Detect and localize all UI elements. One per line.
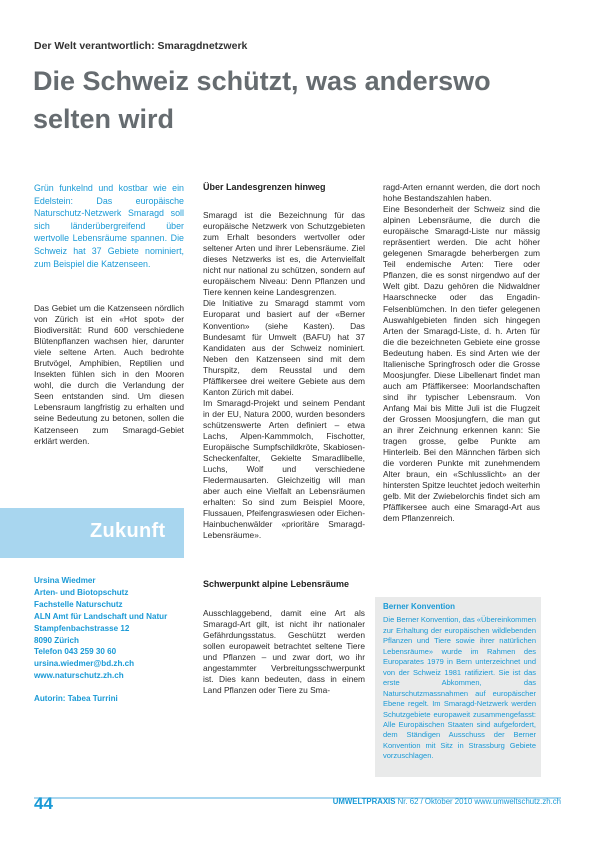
contact-phone: Telefon 043 259 30 60: [34, 647, 117, 657]
author-credit: Autorin: Tabea Turrini: [34, 694, 118, 704]
contact-website-link[interactable]: www.naturschutz.zh.ch: [34, 671, 124, 681]
contact-unit: Fachstelle Naturschutz: [34, 599, 123, 609]
contact-block: [34, 575, 184, 705]
article-lead: Grün funkelnd und kostbar wie ein Edelstein: Das europäische Naturschutz-Netzwerk Smaragd soll sich länderübergreifend über wertvolle Lebensräume spannen. Die Schweiz hat 37 Gebiete nominiert, zum Beispiel die Katzenseen.: [34, 183, 184, 269]
contact-street: Stampfenbachstrasse 12: [34, 623, 130, 633]
paragraph: Die Initiative zu Smaragd stammt vom Europarat und basiert auf der «Berner Konvention» (siehe Kasten). Das Bundesamt für Umwelt (BAFU) hat 37 Kandidaten aus der Schweiz nominiert. Neben den Katzenseen sind mit dem Thurspitz, dem Reusstal und dem Pfäffikersee drei weitere Gebiete aus dem Kanton Zürich mit dabei.: [203, 298, 365, 397]
column-1-text: [34, 303, 184, 447]
column-2-text: [203, 182, 365, 696]
contact-name: Ursina Wiedmer: [34, 576, 96, 585]
paragraph: ragd-Arten ernannt werden, die dort noch hohe Bestandszahlen haben.: [383, 182, 540, 204]
footer-magazine: UMWELTPRAXIS: [332, 797, 396, 806]
page-number: 44: [34, 794, 53, 813]
contact-email-link[interactable]: ursina.wiedmer@bd.zh.ch: [34, 659, 135, 669]
footer-publication: [300, 797, 561, 806]
info-box-text: Die Berner Konvention, das «Übereinkommen zur Erhaltung der europäischen wildlebenden Pflanzen und Tiere sowie ihrer natürlichen Lebensräume» wurde im Rahmen des Europarates 1979 in Bern unterzeichnet und von der Schweiz 1981 ratifiziert. Sie ist das erste Abkommen, das Naturschutzmassnahmen auf europäischer Ebene regelt. Im Smaragd-Netzwerk werden Schutzgebiete europaweit zusammengefasst: Alle Europäischen Staaten sind aufgefordert, dem Ständigen Ausschuss der Berner Konvention mit Sitz in Strassburg Gebiete vorzuschlagen.: [383, 615, 536, 761]
info-box-title: Berner Konvention: [383, 602, 456, 611]
contact-department: Arten- und Biotopschutz: [34, 587, 129, 597]
paragraph: Ausschlaggebend, damit eine Art als Smaragd-Art gilt, ist nicht ihr nationaler Gefährdungsstatus. Geschützt werden sollen europaweit betrachtet seltene Tiere und Pflanzen – und zwar dort, wo ihr angestammter Verbreitungsschwerpunkt ist. Dies kann bedeuten, dass in einem Land Pflanzen oder Tiere zu Sma-: [203, 607, 365, 695]
column-3-text: [383, 182, 540, 524]
contact-office: ALN Amt für Landschaft und Natur: [34, 611, 168, 621]
paragraph: Smaragd ist die Bezeichnung für das europäische Netzwerk von Schutzgebieten zum Erhalt besonders wertvoller oder seltener Arten und ihrer Lebensräume. Ziel dieses Netzwerks ist es, die Artenvielfalt nicht nur national zu schützen, sondern auf europäischem Niveau: Denn Pflanzen und Tiere kennen keine Landesgrenzen.: [203, 210, 365, 298]
section-heading-alpine: Schwerpunkt alpine Lebensräume: [203, 579, 350, 590]
section-heading-landesgrenzen: Über Landesgrenzen hinweg: [203, 182, 326, 192]
paragraph: Im Smaragd-Projekt und seinem Pendant in der EU, Natura 2000, wurden besonders schützenswerte Arten definiert – etwa Lachs, Alpen-Kammmolch, Fischotter, Europäische Sumpfschildkröte, Skabiosen-Scheckenfalter, Gekielte Smaradlibelle, Luchs, Wolf und verschiedene Fledermausarten. Gleichzeitig will man aber auch eine Vielfalt an Lebensräumen erhalten: So sind zum Beispiel Moore, Flussauen, Pfeifengraswiesen oder Eichen-Hainbuchenwälder «prioritäre Smaragd-Lebensräume».: [203, 397, 365, 541]
zukunft-heading: Zukunft: [90, 520, 166, 542]
paragraph: Eine Besonderheit der Schweiz sind die alpinen Lebensräume, die durch die europäische Smaragd-Liste nur mässig repräsentiert werden. Die acht höher gelegenen Smaragde beherbergen zum Teil endemische Arten: Tiere oder Pflanzen, die es sonst nirgendwo auf der Welt gibt. Dazu gehören die Nidwaldner Haarschnecke oder das Engadin-Felsenblümchen. In den tiefer gelegenen Auswahlgebieten finden sich hingegen Arten der Smaragd-Liste, d. h. Arten für die die bezeichneten Gebiete eine grosse Bedeutung haben. Es sind Arten wie der Italienische Springfrosch oder die Grosse Moosjungfer. Diese Libellenart findet man auch am Pfäffikersee: Moorlandschaften sind ihr typischer Lebensraum. Von Anfang Mai bis Mitte Juli ist die Flugzeit der Grossen Moosjungfern, die man gut an ihrer Zeichnung erkennen kann: Sie tragen grosse, gelbe Punkte am Hinterleib. Bei den Männchen färben sich die vorderen Punkte mit zunehmendem Alter braun, ein «Schlusslicht» an der hintersten Spitze leuchtet jedoch weiterhin gelb. Mit der Zwiebelorchis findet sich am Pfäffikersee auch eine Smaragd-Art aus dem Pflanzenreich.: [383, 204, 540, 524]
article-headline: Die Schweiz schützt, was anderswo selten wird: [33, 66, 491, 134]
contact-city: 8090 Zürich: [34, 635, 79, 645]
info-box: [383, 602, 536, 762]
intro-paragraph: Das Gebiet um die Katzenseen nördlich von Zürich ist ein «Hot spot» der Biodiversität: Rund 600 verschiedene Blütenpflanzen wachsen hier, darunter viele seltene Arten. Auch bedrohte Brutvögel, Amphibien, Reptilien und Insekten fühlen sich in den Mooren wohl, die durch die Verlandung der Seen entstanden sind. Um diesen Lebensraum langfristig zu erhalten und seine Bedeutung zu betonen, sollen die Katzenseen zum Smaragd-Gebiet erklärt werden.: [34, 303, 184, 446]
article-kicker: Der Welt verantwortlich: Smaragdnetzwerk: [34, 40, 248, 52]
footer-url-link[interactable]: www.umweltschutz.zh.ch: [474, 797, 561, 806]
footer-issue: Nr. 62 / Oktober 2010: [397, 797, 473, 806]
